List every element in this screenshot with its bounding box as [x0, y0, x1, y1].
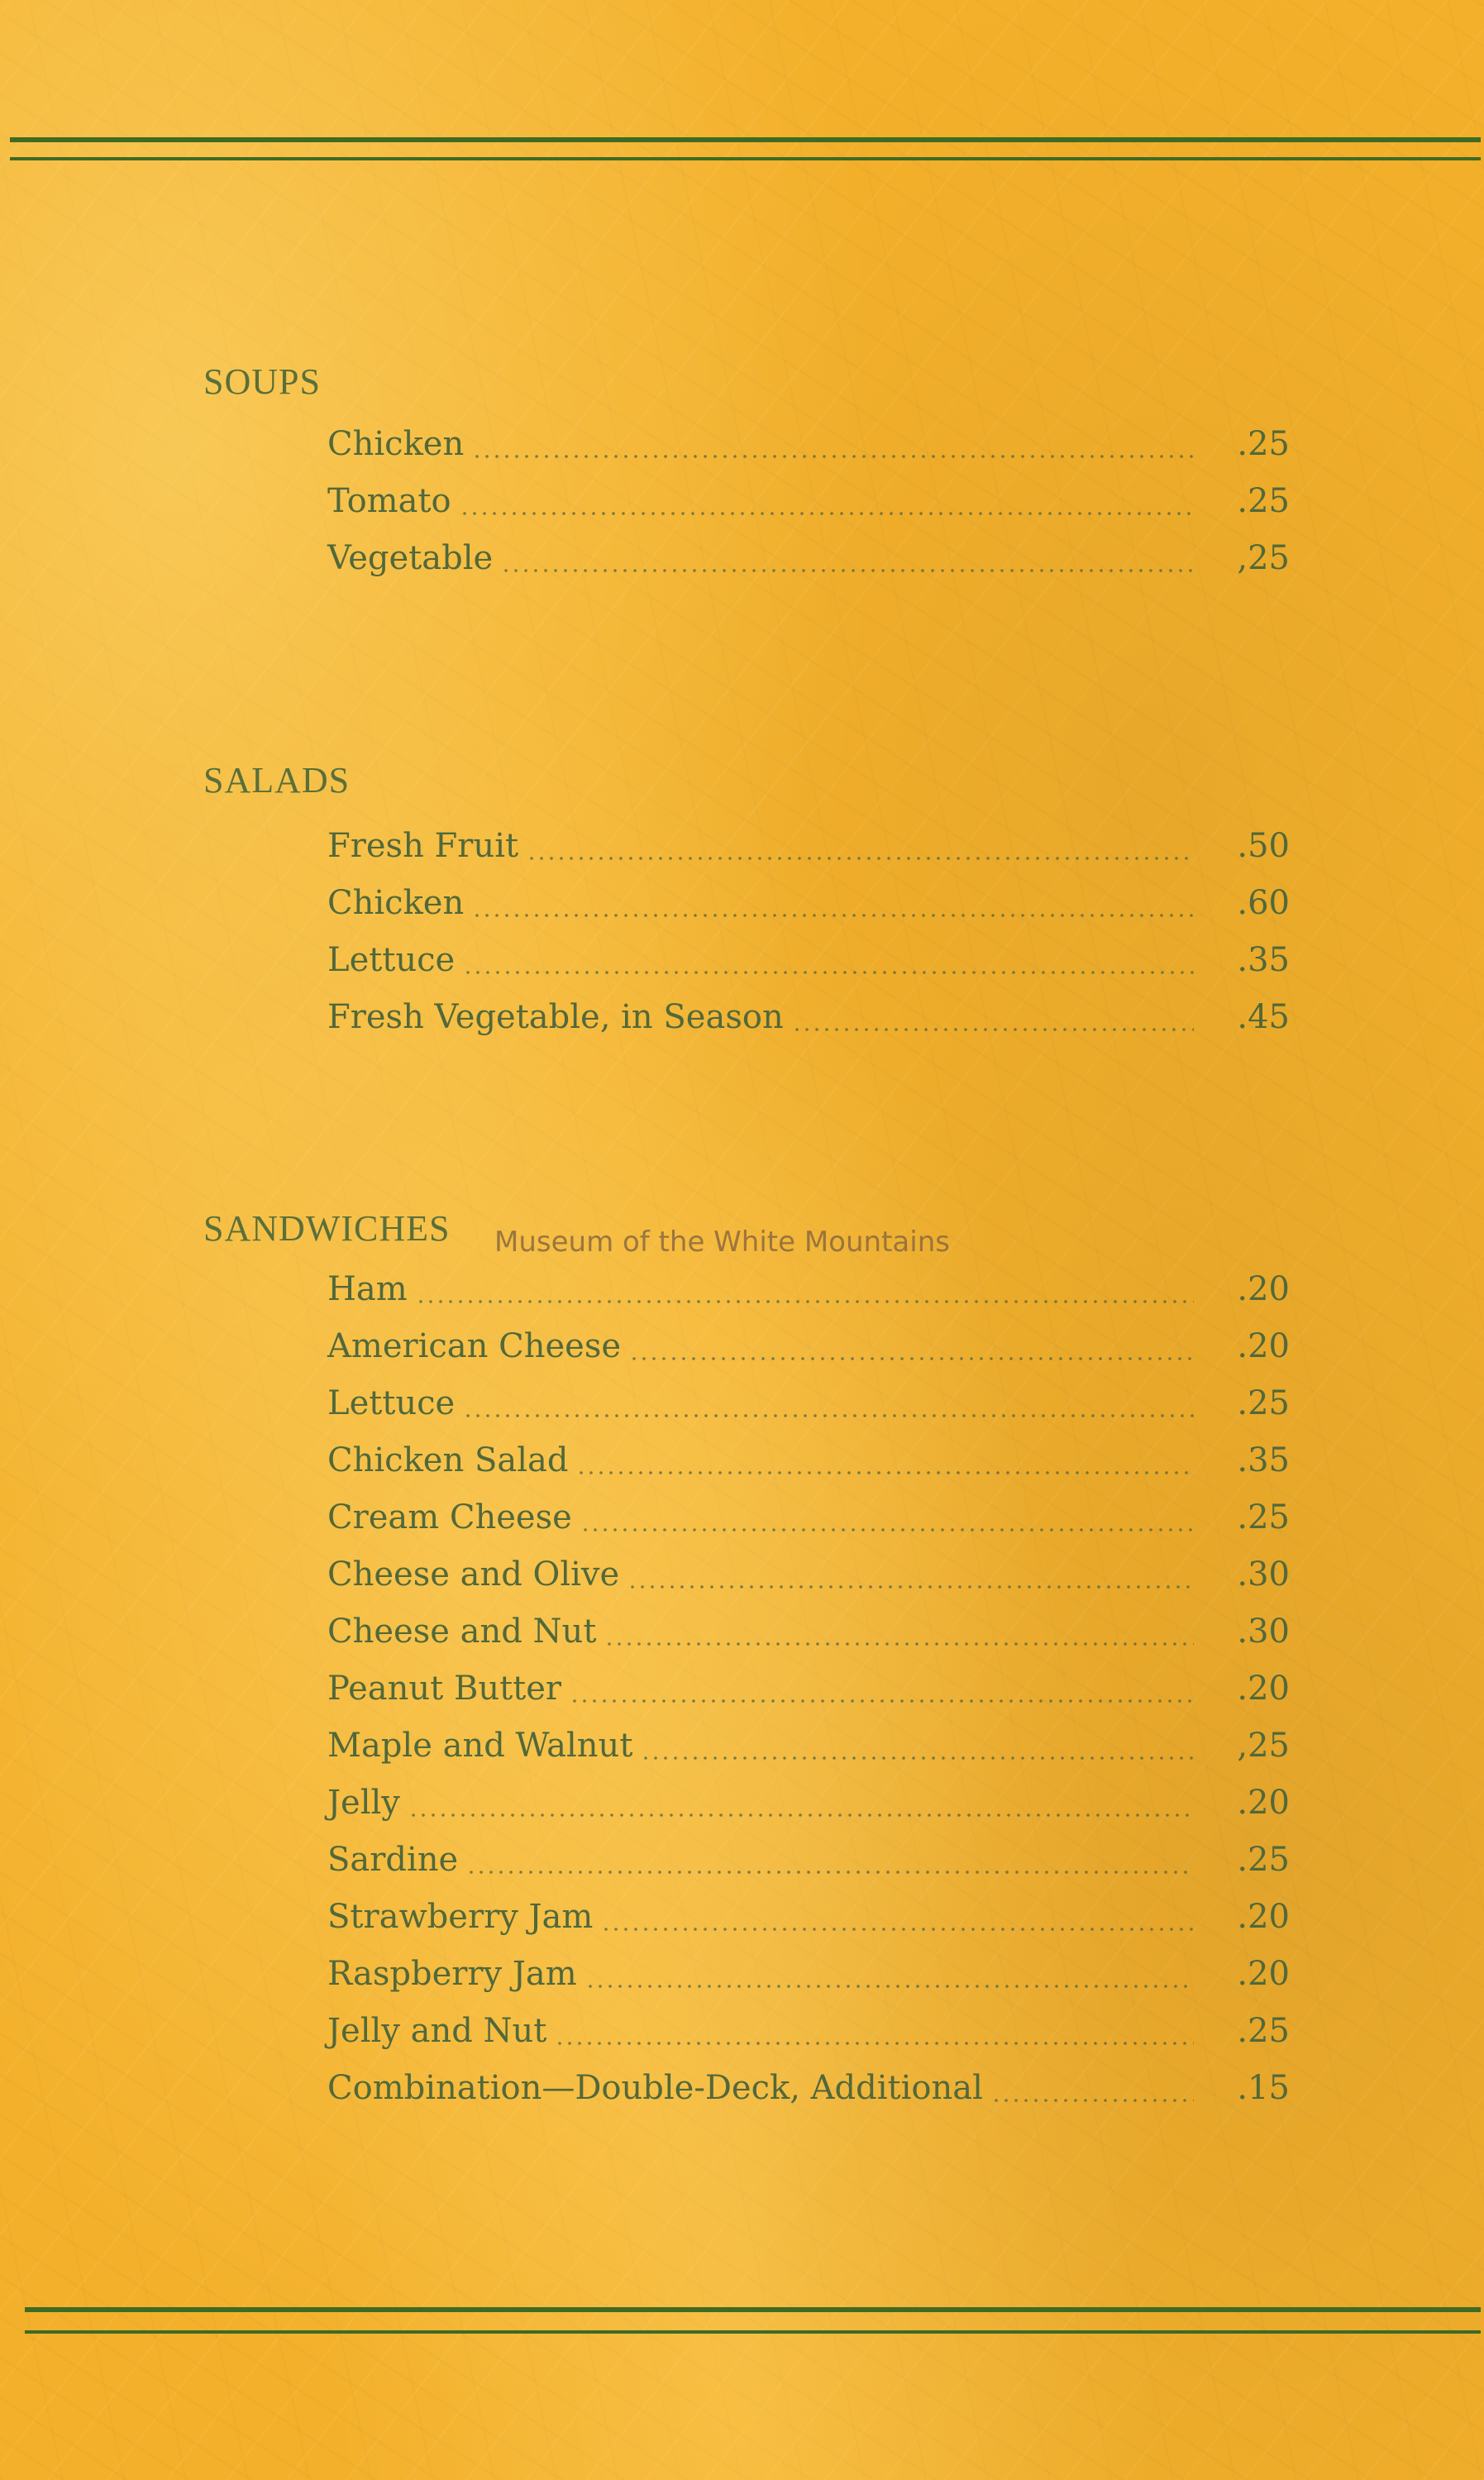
item-name [327, 1613, 601, 1651]
item-price: .50 [1237, 827, 1290, 865]
item-price: .30 [1237, 1613, 1290, 1651]
dot-leader [570, 1699, 1194, 1703]
item-name-text: Tomato [327, 482, 451, 520]
item-price: .25 [1237, 2012, 1290, 2050]
dot-leader [501, 569, 1194, 572]
item-name [327, 2069, 988, 2107]
item-price: .20 [1237, 1327, 1290, 1365]
item-name [327, 1441, 573, 1479]
item-name [327, 1555, 624, 1594]
menu-item [327, 536, 1290, 582]
item-price: .20 [1237, 1270, 1290, 1308]
dot-leader [629, 1357, 1194, 1360]
menu-item [327, 824, 1290, 870]
menu-item [327, 995, 1290, 1041]
dot-leader [576, 1471, 1194, 1474]
item-name [327, 482, 456, 520]
dot-leader [627, 1585, 1194, 1589]
dot-leader [463, 1414, 1194, 1417]
item-name [327, 941, 460, 979]
menu-item [327, 938, 1290, 984]
dot-leader [792, 1028, 1194, 1031]
top-rule-upper [10, 137, 1481, 142]
menu-item [327, 1324, 1290, 1370]
watermark: Museum of the White Mountains [494, 1226, 950, 1259]
menu-item [327, 1780, 1290, 1827]
menu-item [327, 881, 1290, 927]
menu-item [327, 2066, 1290, 2112]
dot-leader [463, 971, 1194, 974]
item-name [327, 1955, 582, 1993]
menu-item [327, 1381, 1290, 1427]
dot-leader [601, 1928, 1194, 1931]
menu-item [327, 1666, 1290, 1713]
item-name [327, 1841, 463, 1879]
dot-leader [472, 455, 1194, 458]
item-price: .25 [1237, 482, 1290, 520]
item-name-text: Cheese and Nut [327, 1613, 597, 1651]
dot-leader [416, 1300, 1194, 1303]
item-name-text: Lettuce [327, 941, 456, 979]
item-price: .20 [1237, 1670, 1290, 1708]
item-name [327, 1670, 566, 1708]
item-price: .25 [1237, 1384, 1290, 1422]
item-price: ,25 [1237, 539, 1290, 577]
item-name-text: Cream Cheese [327, 1498, 572, 1536]
item-price: .45 [1237, 998, 1290, 1036]
section-heading-salads: SALADS [203, 760, 351, 800]
item-price: .20 [1237, 1784, 1290, 1822]
item-name [327, 539, 498, 577]
item-name-text: Chicken [327, 884, 465, 922]
menu-item [327, 1495, 1290, 1541]
top-rule-lower [10, 157, 1481, 160]
item-name-text: Raspberry Jam [327, 1955, 577, 1993]
item-name [327, 1270, 413, 1308]
item-name [327, 1898, 598, 1936]
item-name [327, 425, 469, 463]
dot-leader [555, 2042, 1194, 2045]
item-name-text: Maple and Walnut [327, 1727, 633, 1765]
item-price: .30 [1237, 1555, 1290, 1594]
menu-item [327, 1267, 1290, 1313]
menu-item [327, 2009, 1290, 2055]
item-name [327, 2012, 551, 2050]
dot-leader [585, 1985, 1194, 1988]
item-name-text: Ham [327, 1270, 408, 1308]
dot-leader [408, 1813, 1194, 1817]
dot-leader [472, 914, 1194, 917]
item-name [327, 1327, 626, 1365]
item-name-text: Strawberry Jam [327, 1898, 594, 1936]
section-heading-sandwiches: SANDWICHES [203, 1208, 451, 1249]
item-name [327, 1784, 405, 1822]
item-name-text: Fresh Fruit [327, 827, 519, 865]
item-name-text: Vegetable [327, 539, 494, 577]
item-price: .25 [1237, 425, 1290, 463]
item-name-text: Cheese and Olive [327, 1555, 620, 1594]
item-name [327, 1727, 637, 1765]
menu-item [327, 1837, 1290, 1884]
item-name-text: Chicken Salad [327, 1441, 569, 1479]
dot-leader [527, 857, 1194, 860]
menu-item [327, 1609, 1290, 1656]
item-price: .15 [1237, 2069, 1290, 2107]
bottom-rule-lower [25, 2330, 1481, 2334]
item-name [327, 827, 523, 865]
item-name-text: Jelly and Nut [327, 2012, 547, 2050]
item-name-text: Sardine [327, 1841, 459, 1879]
menu-item [327, 1952, 1290, 1998]
item-name-text: Jelly [327, 1784, 400, 1822]
item-name-text: Combination—Double-Deck, Additional [327, 2069, 983, 2107]
bottom-rule-upper [25, 2307, 1481, 2312]
item-name-text: Fresh Vegetable, in Season [327, 998, 784, 1036]
item-price: .25 [1237, 1841, 1290, 1879]
menu-item [327, 1895, 1290, 1941]
item-price: .35 [1237, 941, 1290, 979]
item-name-text: American Cheese [327, 1327, 622, 1365]
menu-item [327, 1438, 1290, 1484]
item-name [327, 1384, 460, 1422]
item-name-text: Chicken [327, 425, 465, 463]
dot-leader [641, 1756, 1194, 1760]
item-price: .20 [1237, 1898, 1290, 1936]
dot-leader [466, 1871, 1194, 1874]
menu-item [327, 479, 1290, 525]
item-price: .25 [1237, 1498, 1290, 1536]
dot-leader [991, 2099, 1194, 2102]
section-heading-soups: SOUPS [203, 361, 321, 402]
item-name-text: Lettuce [327, 1384, 456, 1422]
item-price: .20 [1237, 1955, 1290, 1993]
item-price: .60 [1237, 884, 1290, 922]
dot-leader [580, 1528, 1194, 1531]
item-price: .35 [1237, 1441, 1290, 1479]
dot-leader [460, 512, 1194, 515]
item-name [327, 998, 789, 1036]
dot-leader [604, 1642, 1194, 1646]
item-name [327, 1498, 577, 1536]
menu-item [327, 1723, 1290, 1770]
menu-item [327, 1552, 1290, 1598]
item-name-text: Peanut Butter [327, 1670, 562, 1708]
menu-item [327, 422, 1290, 468]
item-price: ,25 [1237, 1727, 1290, 1765]
item-name [327, 884, 469, 922]
